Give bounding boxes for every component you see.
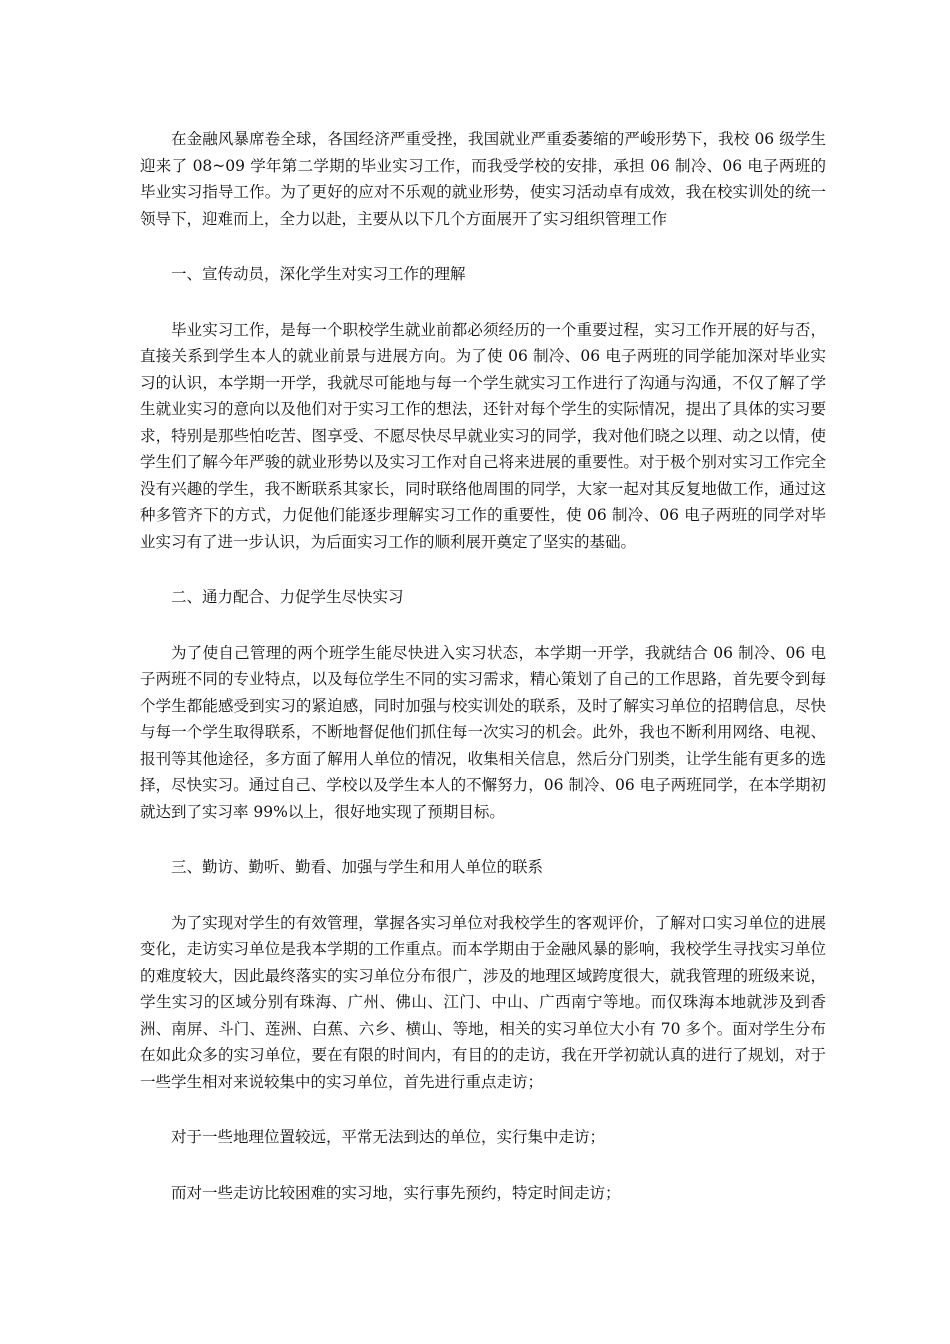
section-heading-3: 三、勤访、勤听、勤看、加强与学生和用人单位的联系: [171, 858, 544, 876]
section-3-paragraph-3: 而对一些走访比较困难的实习地，实行事先预约，特定时间走访；: [171, 1183, 621, 1202]
intro-paragraph: 在金融风暴席卷全球，各国经济严重受挫，我国就业严重委萎缩的严峻形势下，我校 06 级学生迎来了 08~09 学年第二学期的毕业实习工作，而我受学校的安排，承担 06 制冷、06 电子两班的毕业实习指导工作。为了更好的应对不乐观的就业形势，使实习活动卓有成效，我在校实训处的统一领导下，迎难而上，全力以赴，主要从以下几个方面展开了实习组织管理工作: [140, 130, 826, 228]
paragraph-spacer: [140, 611, 826, 640]
section-2-paragraph: 为了使自己管理的两个班学生能尽快进入实习状态，本学期一开学，我就结合 06 制冷、06 电子两班不同的专业特点，以及每位学生不同的实习需求，精心策划了自己的工作思路，首先要令到每个学生都能感受到实习的紧迫感，同时加强与校实训处的联系，及时了解实习单位的招聘信息，尽快与每一个学生取得联系，不断地督促他们抓住每一次实习的机会。此外，我也不断利用网络、电视、报刊等其他途径，多方面了解用人单位的情况，收集相关信息，然后分门别类，让学生能有更多的选择，尽快实习。通过自己、学校以及学生本人的不懈努力，06 制冷、06 电子两班同学，在本学期初就达到了实习率 99%以上，很好地实现了预期目标。: [140, 643, 826, 821]
paragraph-spacer: [140, 232, 826, 261]
document-body: [140, 126, 826, 1206]
paragraph-spacer: [140, 881, 826, 910]
section-heading-1: 一、宣传动员，深化学生对实习工作的理解: [171, 265, 466, 283]
paragraph-spacer: [140, 1151, 826, 1180]
paragraph-spacer: [140, 825, 826, 854]
section-3-paragraph: 为了实现对学生的有效管理，掌握各实习单位对我校学生的客观评价，了解对口实习单位的进展变化，走访实习单位是我本学期的工作重点。而本学期由于金融风暴的影响，我校学生寻找实习单位的难度较大，因此最终落实的实习单位分布很广，涉及的地理区域跨度很大，就我管理的班级来说，学生实习的区域分别有珠海、广州、佛山、江门、中山、广西南宁等地。而仅珠海本地就涉及到香洲、南屏、斗门、莲洲、白蕉、六乡、横山、等地，相关的实习单位大小有 70 多个。面对学生分布在如此众多的实习单位，要在有限的时间内，有目的的走访，我在开学初就认真的进行了规划，对于一些学生相对来说较集中的实习单位，首先进行重点走访；: [140, 913, 826, 1091]
section-3-paragraph-2: 对于一些地理位置较远，平常无法到达的单位，实行集中走访；: [171, 1128, 606, 1146]
section-1-paragraph: 毕业实习工作，是每一个职校学生就业前都必须经历的一个重要过程，实习工作开展的好与否，直接关系到学生本人的就业前景与进展方向。为了使 06 制冷、06 电子两班的同学能加深对毕业实习的认识，本学期一开学，我就尽可能地与每一个学生就实习工作进行了沟通与沟通，不仅了解了学生就业实习的意向以及他们对于实习工作的想法，还针对每个学生的实际情况，提出了具体的实习要求，特别是那些怕吃苦、图享受、不愿尽快尽早就业实习的同学，我对他们晓之以理、动之以情，使学生们了解今年严骏的就业形势以及实习工作对自己将来进展的重要性。对于极个别对实习工作完全没有兴趣的学生，我不断联系其家长，同时联络他周围的同学，大家一起对其反复地做工作，通过这种多管齐下的方式，力促他们能逐步理解实习工作的重要性，使 06 制冷、06 电子两班的同学对毕业实习有了进一步认识，为后面实习工作的顺利展开奠定了坚实的基础。: [140, 320, 826, 551]
paragraph-spacer: [140, 555, 826, 584]
paragraph-spacer: [140, 288, 826, 317]
paragraph-spacer: [140, 1095, 826, 1124]
section-heading-2: 二、通力配合、力促学生尽快实习: [171, 588, 404, 606]
